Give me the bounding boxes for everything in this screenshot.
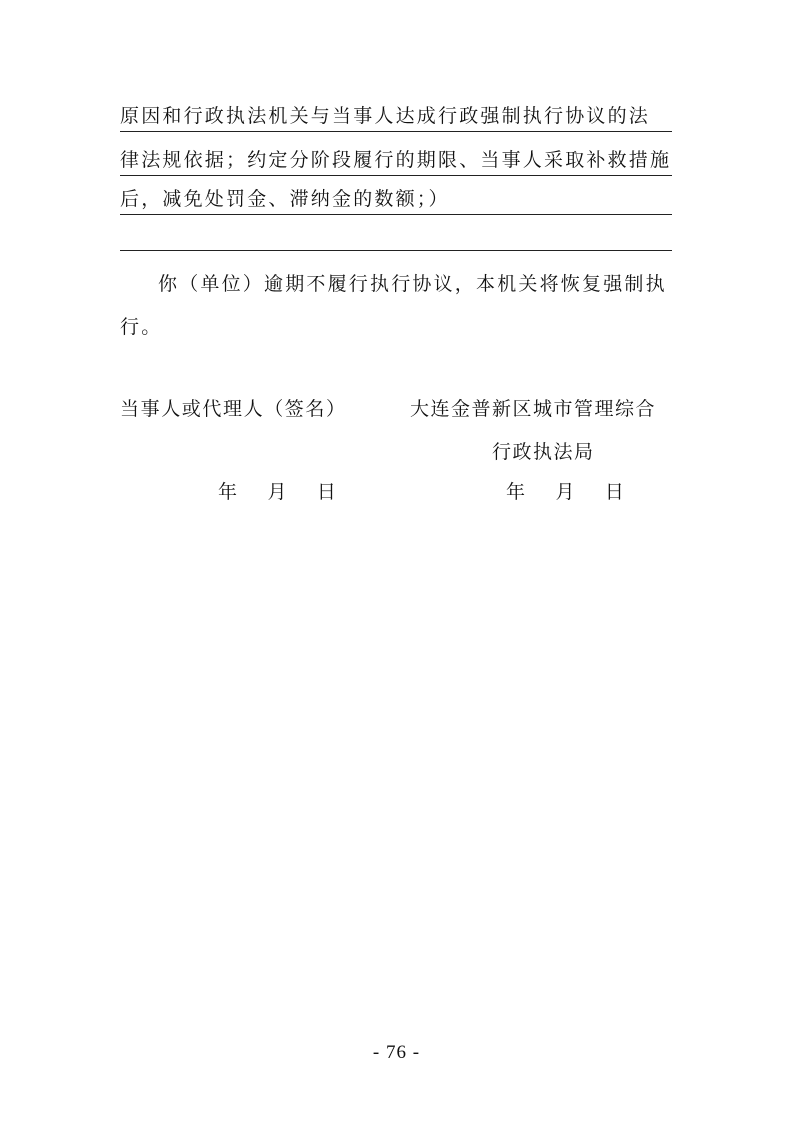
party-date-year: 年 bbox=[218, 481, 240, 503]
authority-date-month: 月 bbox=[555, 481, 577, 503]
body-line-3: 后，减免处罚金、滞纳金的数额；） bbox=[120, 187, 672, 215]
party-date-day: 日 bbox=[316, 481, 339, 503]
statement-line-1: 你（单位）逾期不履行执行协议，本机关将恢复强制执 bbox=[158, 273, 667, 295]
authority-name-line-2: 行政执法局 bbox=[492, 441, 595, 463]
body-line-2: 律法规依据；约定分阶段履行的期限、当事人采取补救措施 bbox=[120, 148, 672, 176]
authority-date-day: 日 bbox=[604, 481, 627, 503]
authority-date bbox=[506, 480, 626, 504]
body-line-1: 原因和行政执法机关与当事人达成行政强制执行协议的法 bbox=[120, 104, 672, 132]
party-date-month: 月 bbox=[267, 481, 289, 503]
blank-fill-line bbox=[120, 250, 672, 251]
page-number: - 76 - bbox=[372, 1042, 421, 1063]
statement-line-2: 行。 bbox=[120, 316, 163, 338]
party-date bbox=[218, 480, 338, 504]
party-signature-label: 当事人或代理人（签名） bbox=[120, 398, 347, 420]
authority-date-year: 年 bbox=[506, 481, 528, 503]
authority-name-line-1: 大连金普新区城市管理综合 bbox=[410, 398, 657, 420]
